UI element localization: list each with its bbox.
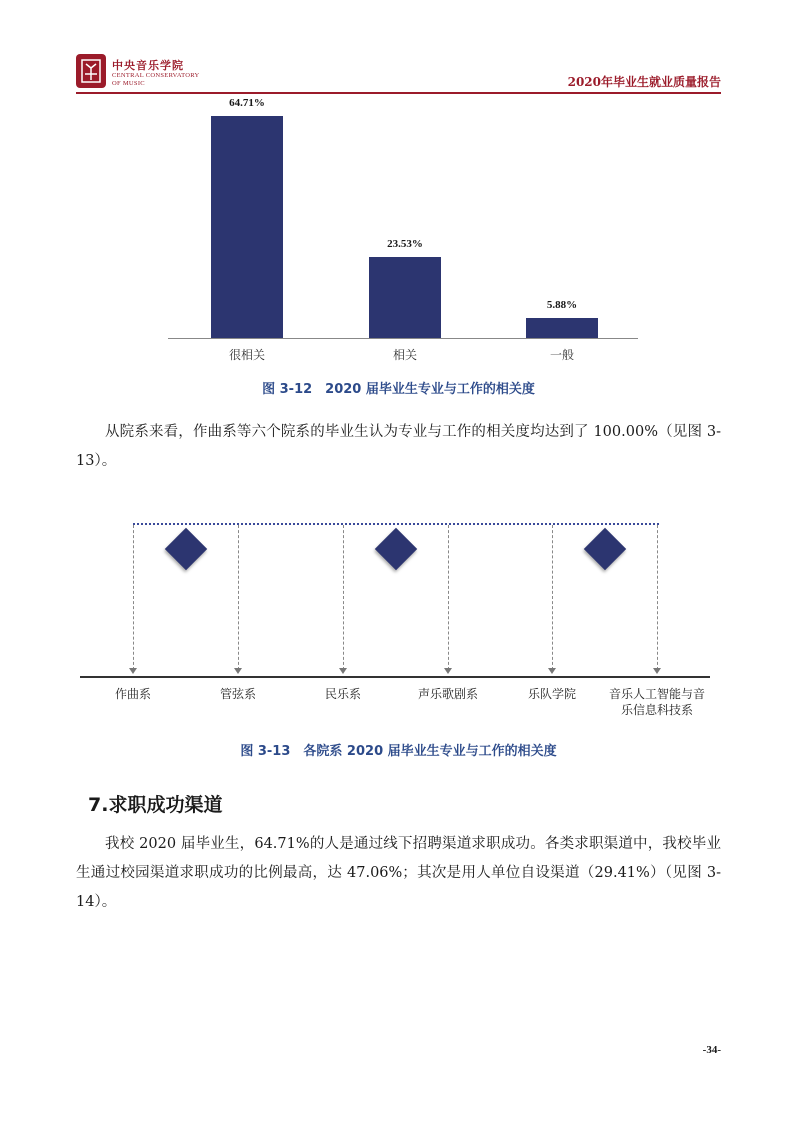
figure-caption-3-13: 图 3-13 各院系 2020 届毕业生专业与工作的相关度 bbox=[240, 744, 557, 759]
dashed-guide-2 bbox=[343, 525, 344, 670]
paragraph-department-intro: 从院系来看，作曲系等六个院系的毕业生认为专业与工作的相关度均达到了 100.00%（见图 3-13）。 bbox=[76, 424, 721, 469]
department-label-0: 作曲系 bbox=[114, 687, 151, 701]
bar-2 bbox=[526, 318, 598, 338]
figure-caption-3-12: 图 3-12 2020 届毕业生专业与工作的相关度 bbox=[262, 382, 535, 397]
page-number: -34- bbox=[702, 1044, 721, 1056]
department-label-3: 声乐歌剧系 bbox=[417, 687, 478, 701]
category-label-0: 很相关 bbox=[228, 348, 265, 362]
bar-1 bbox=[369, 257, 441, 338]
department-label-2: 民乐系 bbox=[324, 687, 361, 701]
dashed-guide-0 bbox=[133, 525, 134, 670]
diamond-marker-icon bbox=[583, 528, 625, 570]
bar-value-label-0: 64.71% bbox=[229, 97, 265, 109]
arrow-down-icon bbox=[444, 668, 452, 674]
department-label-1: 管弦系 bbox=[219, 687, 256, 701]
arrow-down-icon bbox=[653, 668, 661, 674]
dotted-level-line bbox=[133, 523, 659, 525]
dashed-guide-3 bbox=[448, 525, 449, 670]
category-label-1: 相关 bbox=[392, 348, 417, 362]
bar-value-label-2: 5.88% bbox=[546, 299, 578, 311]
diamond-marker-icon bbox=[374, 528, 416, 570]
header-divider bbox=[76, 92, 721, 94]
school-name-cn: 中央音乐学院 bbox=[112, 59, 184, 72]
category-label-2: 一般 bbox=[549, 348, 574, 362]
department-label-5-line-1: 音乐人工智能与音 bbox=[608, 687, 705, 701]
school-name-en: CENTRAL CONSERVATORY OF MUSIC bbox=[112, 72, 200, 87]
paragraph-job-channels: 我校 2020 届毕业生，64.71%的人是通过线下招聘渠道求职成功。各类求职渠道中，我校毕业生通过校园渠道求职成功的比例最高，达 47.06%；其次是用人单位自设渠道（29.41%）（见图 3-14）。 bbox=[76, 836, 721, 910]
report-title: 2020年毕业生就业质量报告 bbox=[567, 75, 721, 89]
dashed-guide-5 bbox=[657, 525, 658, 670]
bar-value-label-1: 23.53% bbox=[387, 238, 423, 250]
arrow-down-icon bbox=[339, 668, 347, 674]
department-label-5 bbox=[602, 686, 712, 718]
arrow-down-icon bbox=[548, 668, 556, 674]
arrow-down-icon bbox=[234, 668, 242, 674]
dashed-guide-1 bbox=[238, 525, 239, 670]
chart-x-axis bbox=[168, 338, 638, 339]
bar-0 bbox=[211, 116, 283, 338]
school-logo-icon bbox=[76, 54, 106, 88]
department-label-4: 乐队学院 bbox=[527, 687, 576, 701]
timeline-axis bbox=[80, 676, 710, 678]
department-label-5-line-2: 乐信息科技系 bbox=[620, 703, 693, 717]
section-title: 7.求职成功渠道 bbox=[88, 794, 223, 816]
arrow-down-icon bbox=[129, 668, 137, 674]
diamond-marker-icon bbox=[164, 528, 206, 570]
dashed-guide-4 bbox=[552, 525, 553, 670]
